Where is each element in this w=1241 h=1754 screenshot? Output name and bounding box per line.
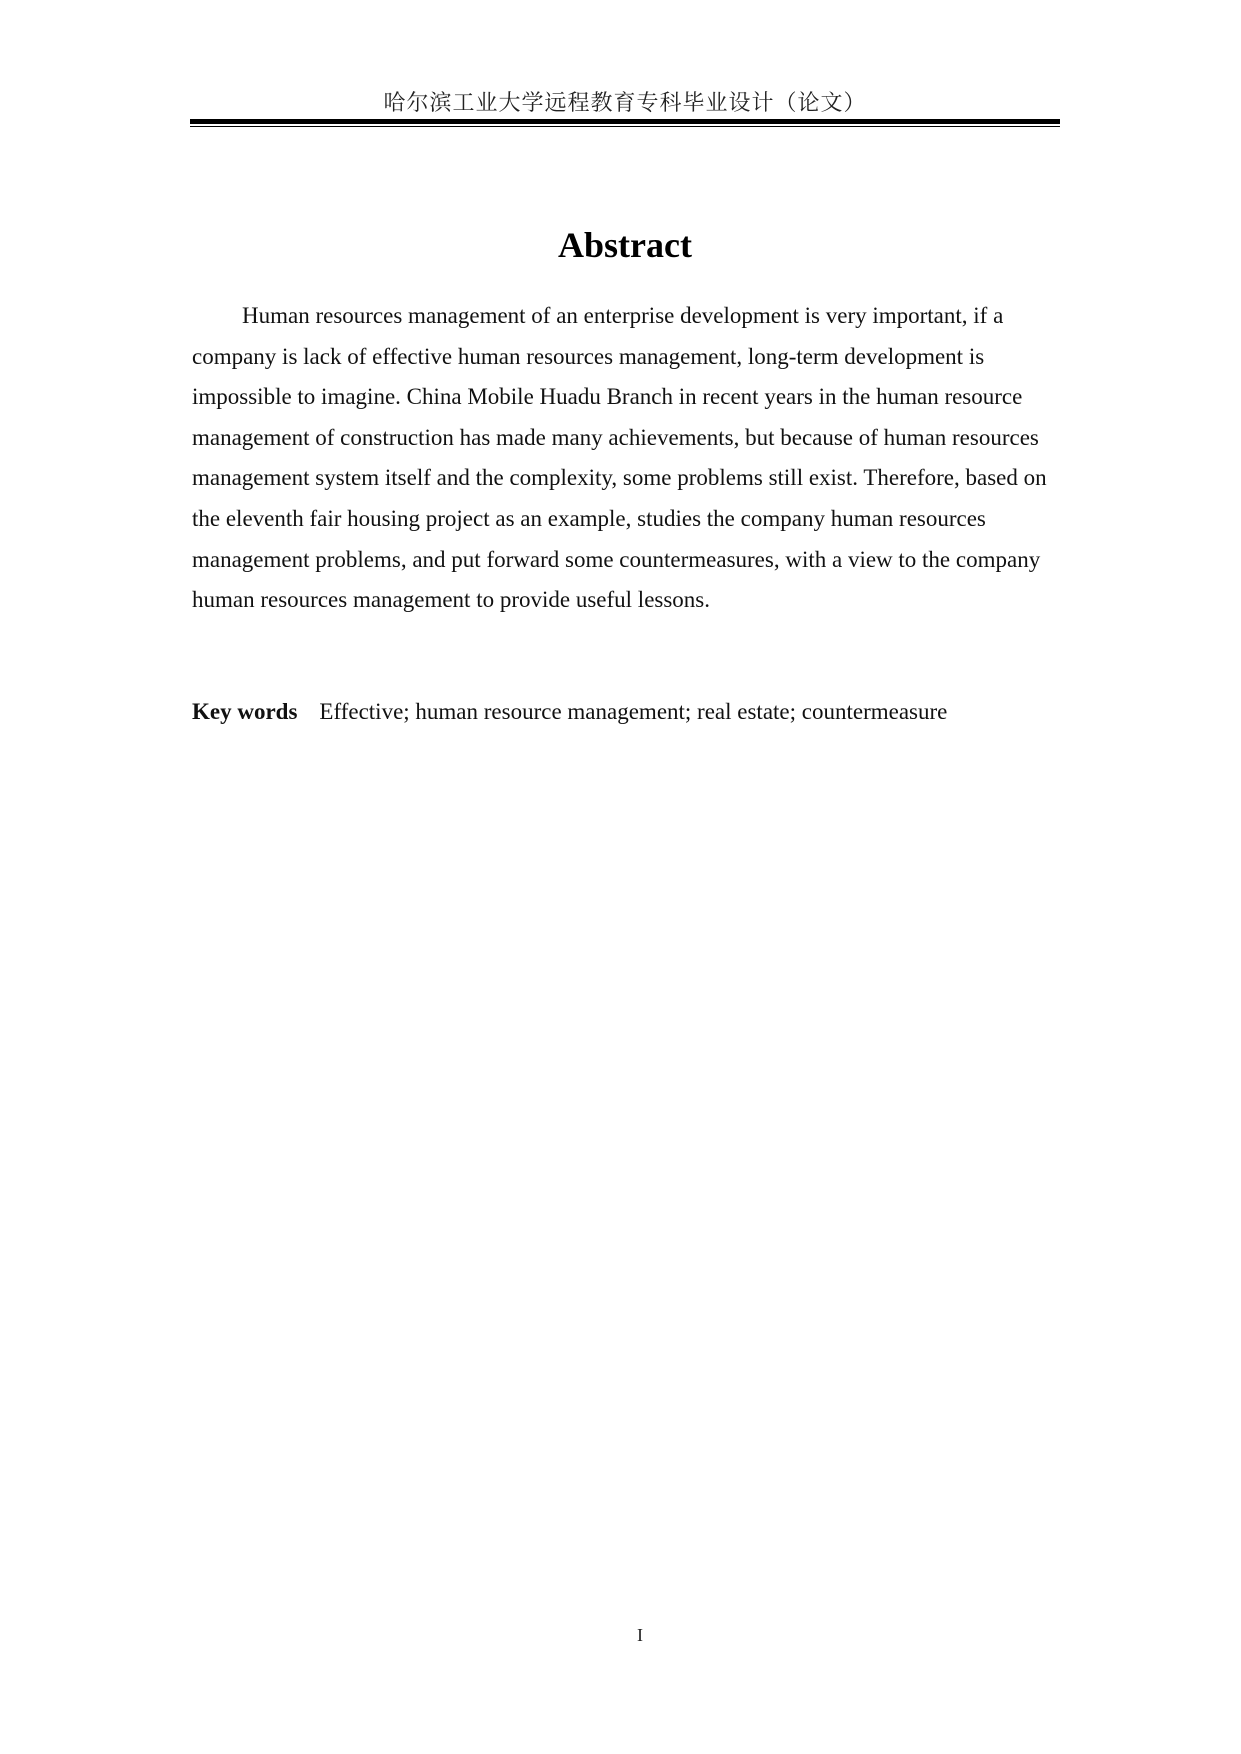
header-rule-thin xyxy=(190,126,1060,127)
abstract-body: Human resources management of an enterprise development is very important, if a company is lack of effective human resources management, long-term development is impossible to imagine. China Mobile Huadu Branch in recent years in the human resource management of construction has made many achievements, but because of human resources management system itself and the complexity, some problems still exist. Therefore, based on the eleventh fair housing project as an example, studies the company human resources management problems, and put forward some countermeasures, with a view to the company human resources management to provide useful lessons. xyxy=(192,303,1047,613)
keywords-line xyxy=(192,692,1060,732)
keywords-label: Key words xyxy=(192,699,298,724)
abstract-title: Abstract xyxy=(558,225,692,265)
running-header: 哈尔滨工业大学远程教育专科毕业设计（论文） xyxy=(383,91,867,116)
keywords-text: Effective; human resource management; real estate; countermeasure xyxy=(319,699,948,724)
header-rule-thick xyxy=(190,119,1060,124)
page-number: I xyxy=(637,1625,643,1645)
